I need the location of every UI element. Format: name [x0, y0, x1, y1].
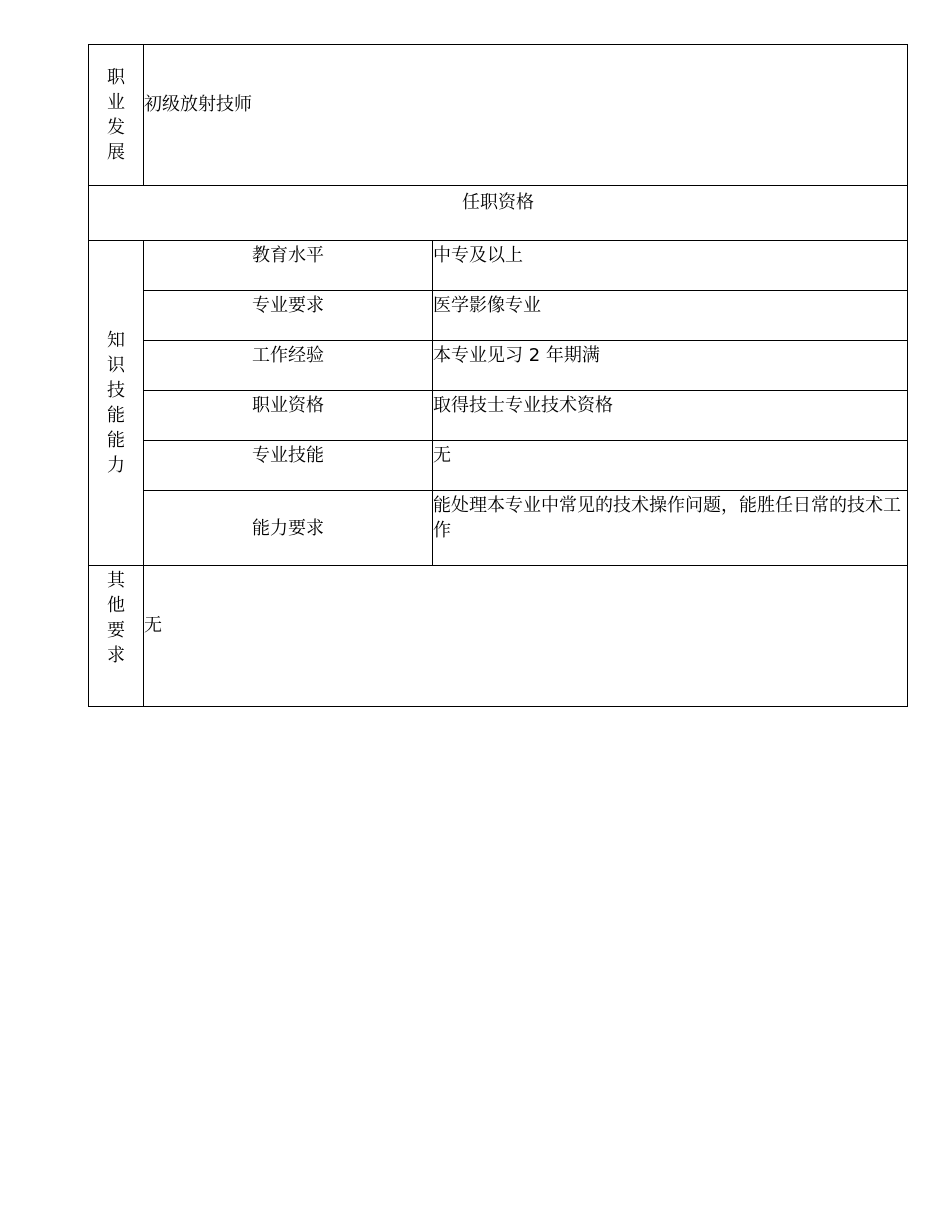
- skills-value: 无: [433, 441, 908, 491]
- qualifications-header-row: [89, 186, 908, 241]
- knowledge-row: [89, 291, 908, 341]
- education-value: 中专及以上: [433, 241, 908, 291]
- education-label: 教育水平: [144, 241, 433, 291]
- knowledge-row: [89, 491, 908, 566]
- major-label: 专业要求: [144, 291, 433, 341]
- skills-label: 专业技能: [144, 441, 433, 491]
- certification-label: 职业资格: [144, 391, 433, 441]
- job-requirements-table: [88, 44, 908, 707]
- other-value: 无: [144, 566, 908, 707]
- major-value: 医学影像专业: [433, 291, 908, 341]
- knowledge-row: [89, 341, 908, 391]
- knowledge-row: [89, 391, 908, 441]
- career-label: 职 业 发 展: [89, 45, 144, 186]
- knowledge-row: [89, 241, 908, 291]
- other-row: [89, 566, 908, 707]
- knowledge-row: [89, 441, 908, 491]
- ability-value: 能处理本专业中常见的技术操作问题，能胜任日常的技术工作: [433, 491, 908, 566]
- experience-value: 本专业见习 2 年期满: [433, 341, 908, 391]
- career-row: [89, 45, 908, 186]
- certification-value: 取得技士专业技术资格: [433, 391, 908, 441]
- ability-label: 能力要求: [144, 491, 433, 566]
- knowledge-label: 知 识 技 能 能 力: [89, 241, 144, 566]
- experience-label: 工作经验: [144, 341, 433, 391]
- other-label: 其 他 要 求: [89, 566, 144, 707]
- career-value: 初级放射技师: [144, 45, 908, 186]
- qualifications-title: 任职资格: [89, 186, 908, 241]
